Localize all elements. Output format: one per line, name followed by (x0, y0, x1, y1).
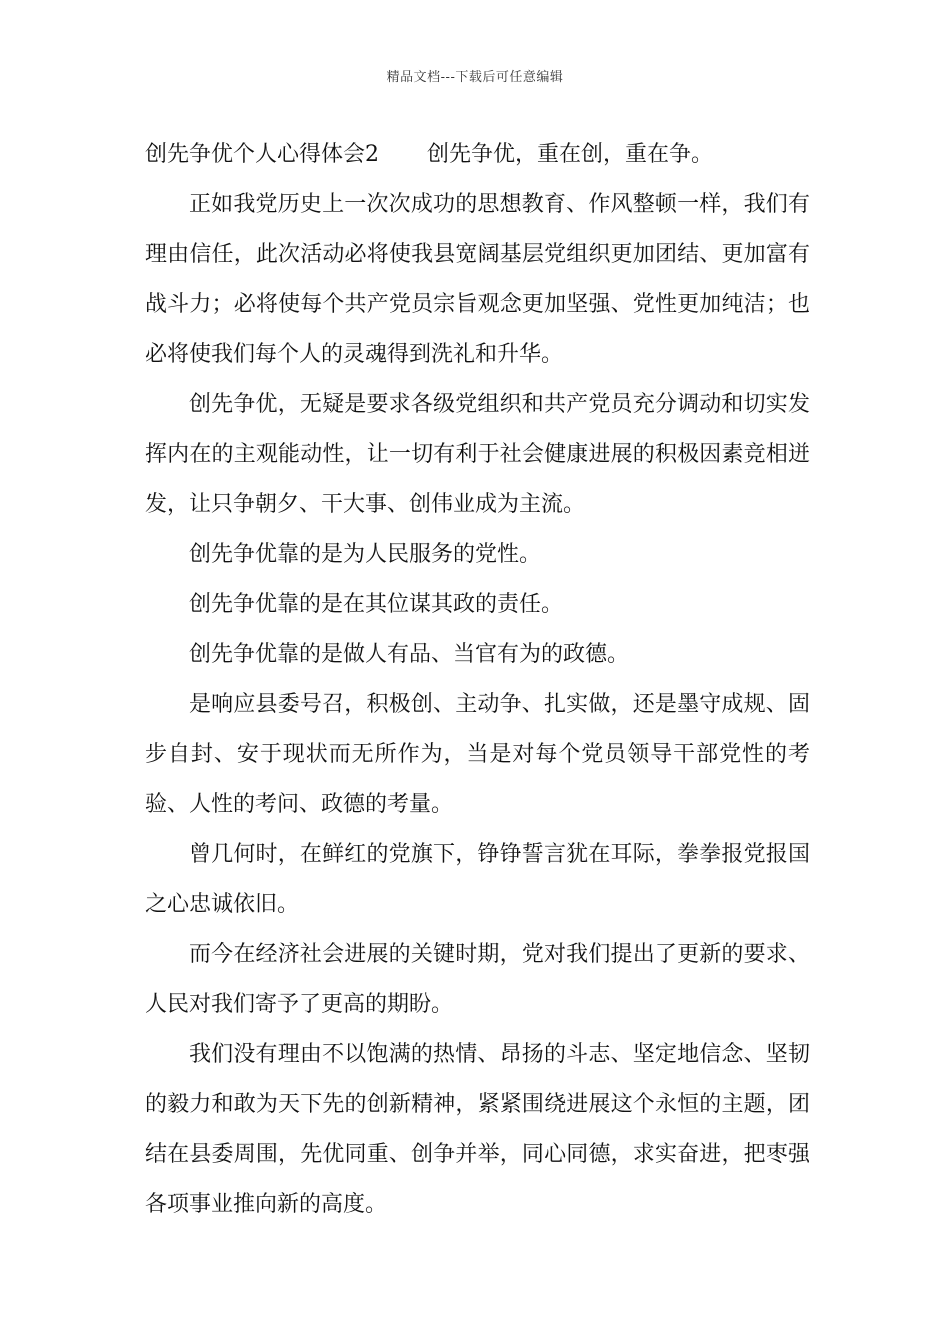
paragraph: 我们没有理由不以饱满的热情、昂扬的斗志、坚定地信念、坚韧的毅力和敢为天下先的创新精神，紧紧围绕进展这个永恒的主题，团结在县委周围，先优同重、创争并举，同心同德，求实奋进，把枣强各项事业推向新的高度。 (145, 1042, 810, 1217)
paragraph: 创先争优靠的是为人民服务的党性。 (189, 542, 542, 567)
paragraph: 创先争优靠的是在其位谋其政的责任。 (189, 592, 564, 617)
paragraph: 是响应县委号召，积极创、主动争、扎实做，还是墨守成规、固步自封、安于现状而无所作为，当是对每个党员领导干部党性的考验、人性的考问、政德的考量。 (145, 692, 810, 817)
paragraph: 曾几何时，在鲜红的党旗下，铮铮誓言犹在耳际，拳拳报党报国之心忠诚依旧。 (145, 842, 810, 917)
title-line (145, 130, 810, 180)
paragraph: 正如我党历史上一次次成功的思想教育、作风整顿一样，我们有理由信任，此次活动必将使我县宽阔基层党组织更加团结、更加富有战斗力；必将使每个共产党员宗旨观念更加坚强、党性更加纯洁；也必将使我们每个人的灵魂得到洗礼和升华。 (145, 192, 810, 367)
page-header: 精品文档---下载后可任意编辑 (386, 70, 564, 85)
paragraph: 创先争优，无疑是要求各级党组织和共产党员充分调动和切实发挥内在的主观能动性，让一切有利于社会健康进展的积极因素竞相迸发，让只争朝夕、干大事、创伟业成为主流。 (145, 392, 810, 517)
paragraph: 创先争优靠的是做人有品、当官有为的政德。 (189, 642, 630, 667)
document-body (145, 130, 810, 1230)
opening-sentence: 创先争优，重在创，重在争。 (427, 142, 714, 167)
paragraph: 而今在经济社会进展的关键时期，党对我们提出了更新的要求、人民对我们寄予了更高的期盼。 (145, 942, 810, 1017)
document-title: 创先争优个人心得体会2 (145, 142, 379, 167)
